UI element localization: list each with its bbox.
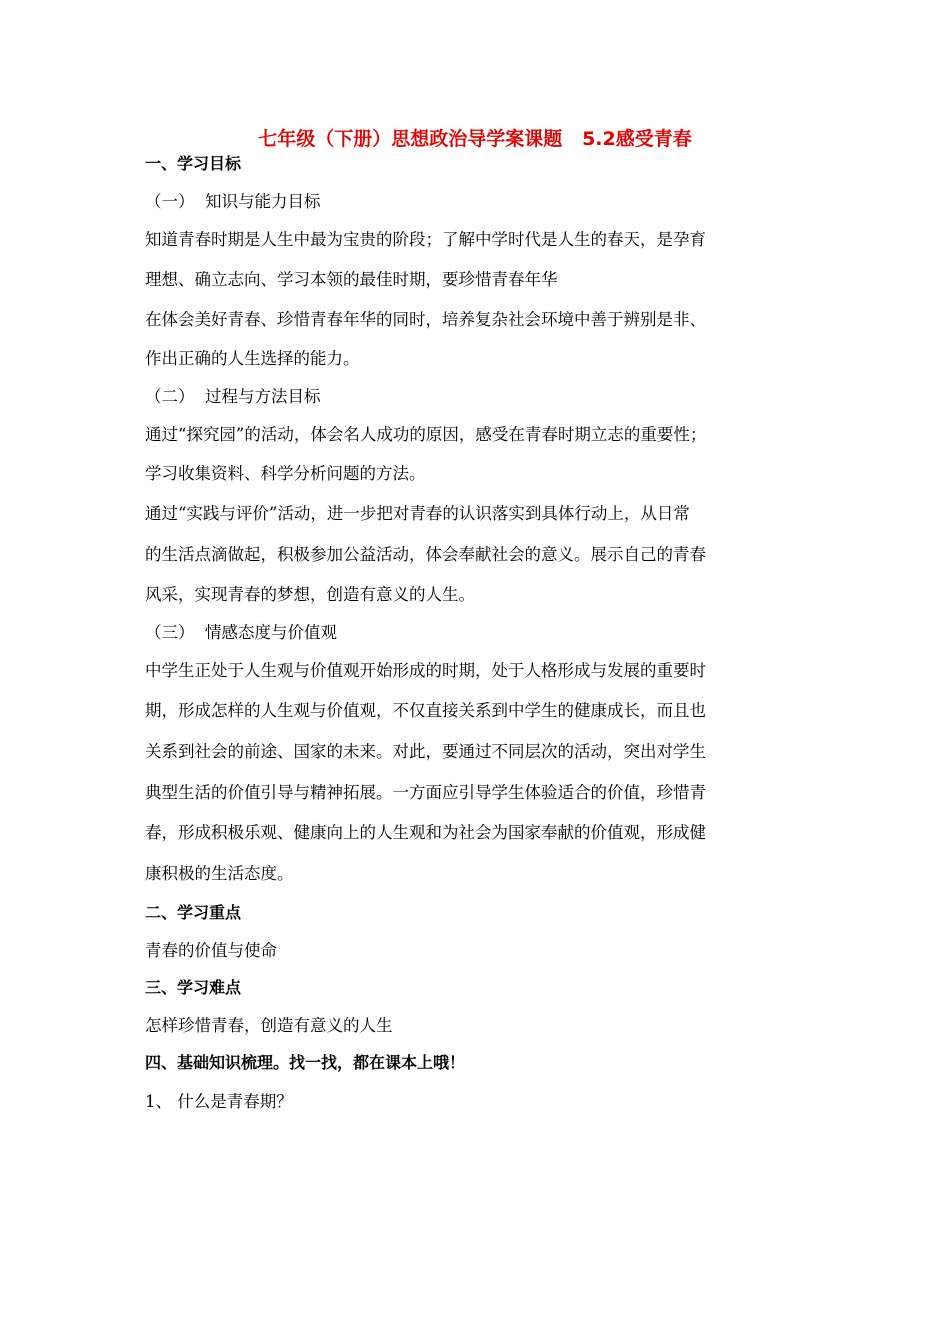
document-title: 七年级（下册）思想政治导学案课题 5.2感受青春 — [258, 128, 692, 150]
section-heading-key-points: 二、学习重点 — [145, 903, 242, 922]
question-item: 1、 什么是青春期？ — [145, 1092, 293, 1111]
section-heading-basics: 四、基础知识梳理。找一找，都在课本上哦！ — [145, 1053, 466, 1072]
paragraph-line: 关系到社会的前途、国家的未来。对此，要通过不同层次的活动，突出对学生 — [145, 742, 706, 761]
section-heading-objectives: 一、学习目标 — [145, 154, 242, 173]
subsection-heading-knowledge: （一） 知识与能力目标 — [145, 192, 321, 211]
paragraph-line: 期，形成怎样的人生观与价值观，不仅直接关系到中学生的健康成长，而且也 — [145, 701, 706, 720]
paragraph-line: 春，形成积极乐观、健康向上的人生观和为社会为国家奉献的价值观，形成健 — [145, 823, 706, 842]
paragraph-line: 青春的价值与使命 — [145, 941, 277, 960]
section-heading-difficulties: 三、学习难点 — [145, 978, 242, 997]
subsection-heading-values: （三） 情感态度与价值观 — [145, 623, 337, 642]
paragraph-line: 怎样珍惜青春，创造有意义的人生 — [145, 1016, 393, 1035]
paragraph-line: 知道青春时期是人生中最为宝贵的阶段；了解中学时代是人生的春天，是孕育 — [145, 230, 706, 249]
paragraph-line: 的生活点滴做起，积极参加公益活动，体会奉献社会的意义。展示自己的青春 — [145, 545, 706, 564]
paragraph-line: 康积极的生活态度。 — [145, 864, 294, 883]
paragraph-line: 作出正确的人生选择的能力。 — [145, 349, 360, 368]
paragraph-line: 中学生正处于人生观与价值观开始形成的时期，处于人格形成与发展的重要时 — [145, 661, 706, 680]
paragraph-line: 在体会美好青春、珍惜青春年华的同时，培养复杂社会环境中善于辨别是非、 — [145, 310, 706, 329]
paragraph-line: 学习收集资料、科学分析问题的方法。 — [145, 464, 426, 483]
paragraph-line: 通过“探究园”的活动，体会名人成功的原因，感受在青春时期立志的重要性； — [145, 425, 707, 444]
paragraph-line: 风采，实现青春的梦想，创造有意义的人生。 — [145, 585, 475, 604]
paragraph-line: 理想、确立志向、学习本领的最佳时期，要珍惜青春年华 — [145, 270, 558, 289]
paragraph-line: 典型生活的价值引导与精神拓展。一方面应引导学生体验适合的价值，珍惜青 — [145, 783, 706, 802]
subsection-heading-process: （二） 过程与方法目标 — [145, 387, 321, 406]
paragraph-line: 通过“实践与评价”活动，进一步把对青春的认识落实到具体行动上，从日常 — [145, 504, 690, 523]
